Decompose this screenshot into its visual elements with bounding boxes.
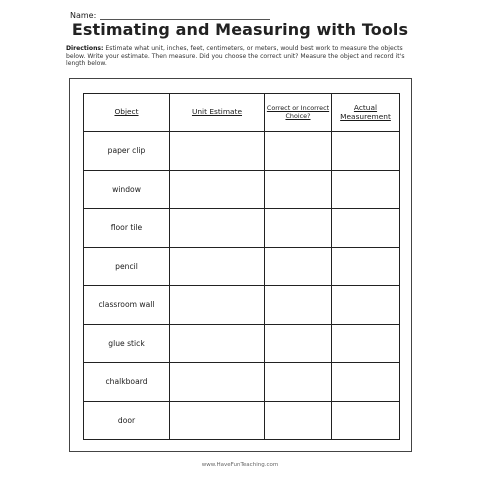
estimate-cell[interactable] — [170, 286, 265, 325]
choice-cell[interactable] — [265, 209, 332, 248]
table-row — [84, 132, 400, 171]
page-title: Estimating and Measuring with Tools — [71, 20, 409, 39]
table-row — [84, 324, 400, 363]
header-unit-estimate: Unit Estimate — [170, 94, 265, 132]
choice-cell[interactable] — [265, 401, 332, 440]
measurement-cell[interactable] — [332, 286, 400, 325]
name-row — [70, 10, 270, 20]
choice-cell[interactable] — [265, 132, 332, 171]
name-label: Name: — [70, 11, 97, 20]
choice-cell[interactable] — [265, 247, 332, 286]
measurement-cell[interactable] — [332, 170, 400, 209]
table-row — [84, 247, 400, 286]
table-row — [84, 209, 400, 248]
header-correct-choice: Correct or Incorrect Choice? — [265, 94, 332, 132]
choice-cell[interactable] — [265, 363, 332, 402]
estimate-cell[interactable] — [170, 363, 265, 402]
directions-label: Directions: — [66, 45, 104, 52]
object-cell: paper clip — [84, 132, 170, 171]
measurement-cell[interactable] — [332, 132, 400, 171]
header-object: Object — [84, 94, 170, 132]
estimate-cell[interactable] — [170, 247, 265, 286]
estimate-cell[interactable] — [170, 401, 265, 440]
table-row — [84, 363, 400, 402]
estimate-cell[interactable] — [170, 324, 265, 363]
table-header-row — [84, 94, 400, 132]
header-actual-measurement: Actual Measurement — [332, 94, 400, 132]
measurement-cell[interactable] — [332, 363, 400, 402]
object-cell: floor tile — [84, 209, 170, 248]
measurement-cell[interactable] — [332, 324, 400, 363]
directions-text: Estimate what unit, inches, feet, centimeters, or meters, would best work to measure the objects below. Write your estimate. Then measure. Did you choose the correct unit? Measure the object and record it's length below. — [66, 45, 405, 68]
measurement-table — [83, 93, 400, 440]
table-row — [84, 170, 400, 209]
measurement-cell[interactable] — [332, 247, 400, 286]
table-row — [84, 401, 400, 440]
measurement-cell[interactable] — [332, 401, 400, 440]
table-row — [84, 286, 400, 325]
choice-cell[interactable] — [265, 324, 332, 363]
object-cell: door — [84, 401, 170, 440]
choice-cell[interactable] — [265, 286, 332, 325]
estimate-cell[interactable] — [170, 132, 265, 171]
object-cell: window — [84, 170, 170, 209]
object-cell: chalkboard — [84, 363, 170, 402]
object-cell: glue stick — [84, 324, 170, 363]
choice-cell[interactable] — [265, 170, 332, 209]
estimate-cell[interactable] — [170, 209, 265, 248]
object-cell: pencil — [84, 247, 170, 286]
footer-url: www.HaveFunTeaching.com — [201, 462, 279, 468]
name-line[interactable] — [100, 10, 270, 20]
object-cell: classroom wall — [84, 286, 170, 325]
directions — [66, 45, 418, 68]
measurement-cell[interactable] — [332, 209, 400, 248]
estimate-cell[interactable] — [170, 170, 265, 209]
